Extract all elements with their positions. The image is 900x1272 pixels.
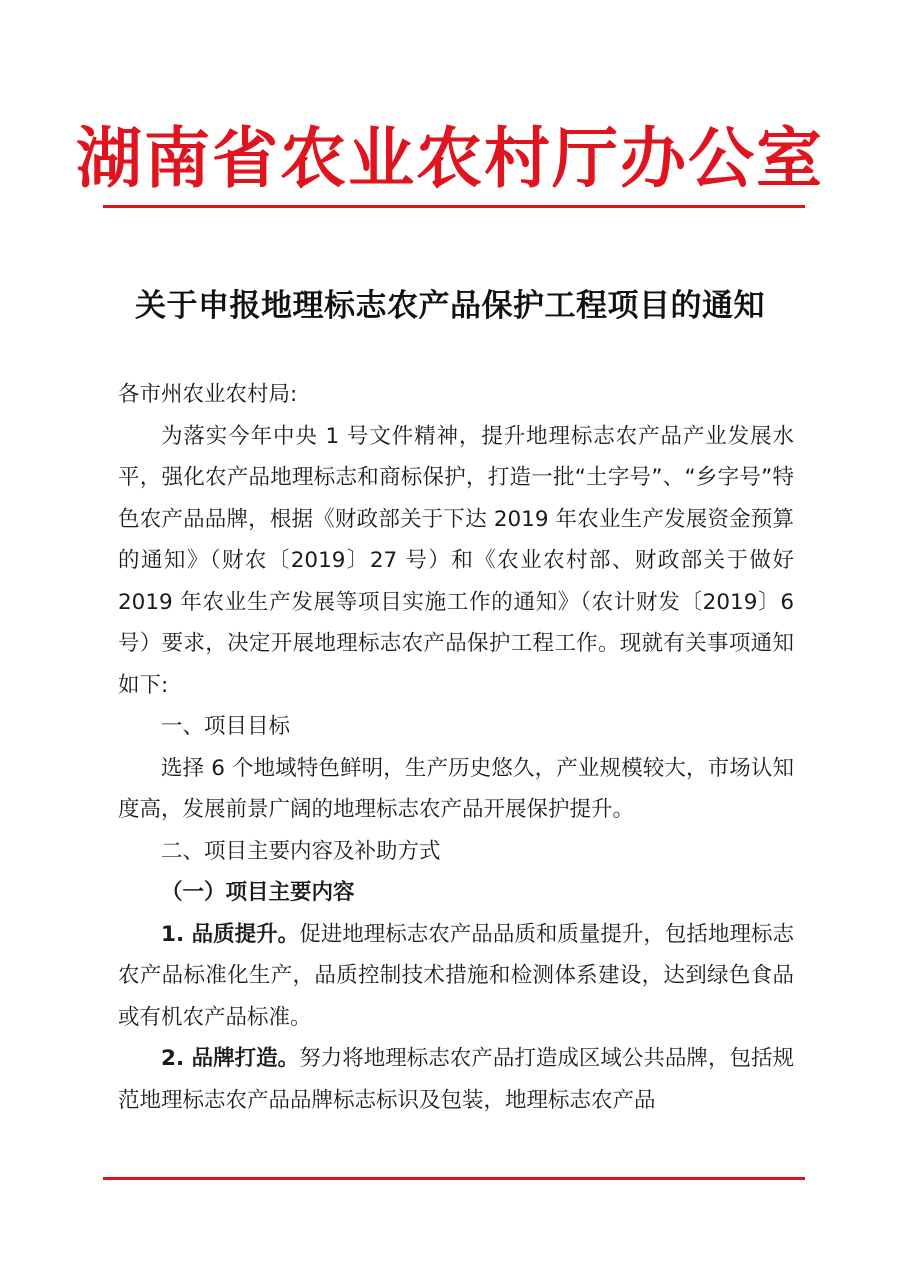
issuer-masthead: 湖南省农业农村厅办公室	[76, 119, 824, 197]
section-2-heading: 二、项目主要内容及补助方式	[161, 838, 441, 864]
section-1-text: 选择 6 个地域特色鲜明，生产历史悠久，产业规模较大，市场认知度高，发展前景广阔的地理标志农产品开展保护提升。	[118, 755, 794, 822]
document-title: 关于申报地理标志农产品保护工程项目的通知	[135, 288, 765, 324]
section-2-subheading: （一）项目主要内容	[161, 880, 355, 905]
footer-divider	[103, 1177, 805, 1180]
item-2-label: 2. 品牌打造。	[161, 1046, 300, 1071]
section-1-heading: 一、项目目标	[161, 714, 291, 739]
item-1-label: 1. 品质提升。	[161, 921, 300, 947]
item-quality-improvement	[118, 914, 794, 1039]
item-brand-building	[118, 1038, 794, 1121]
intro-paragraph: 为落实今年中央 1 号文件精神，提升地理标志农产品产业发展水平，强化农产品地理标志和商标保护，打造一批“土字号”、“乡字号”特色农产品品牌，根据《财政部关于下达 2019 年农业生产发展资金预算的通知》（财农〔2019〕27 号）和《农业农村部、财政部关于做好 2019 年农业生产发展等项目实施工作的通知》（农计财发〔2019〕6 号）要求，决定开展地理标志农产品保护工程工作。现就有关事项通知如下:	[118, 423, 794, 698]
document-body	[118, 374, 794, 1121]
masthead-divider	[103, 205, 805, 208]
item-1-text: 促进地理标志农产品品质和质量提升，包括地理标志农产品标准化生产，品质控制技术措施和检测体系建设，达到绿色食品或有机农产品标准。	[118, 921, 794, 1030]
salutation: 各市州农业农村局:	[118, 382, 298, 407]
item-2-text: 努力将地理标志农产品打造成区域公共品牌，包括规范地理标志农产品品牌标志标识及包装，地理标志农产品	[118, 1046, 794, 1113]
